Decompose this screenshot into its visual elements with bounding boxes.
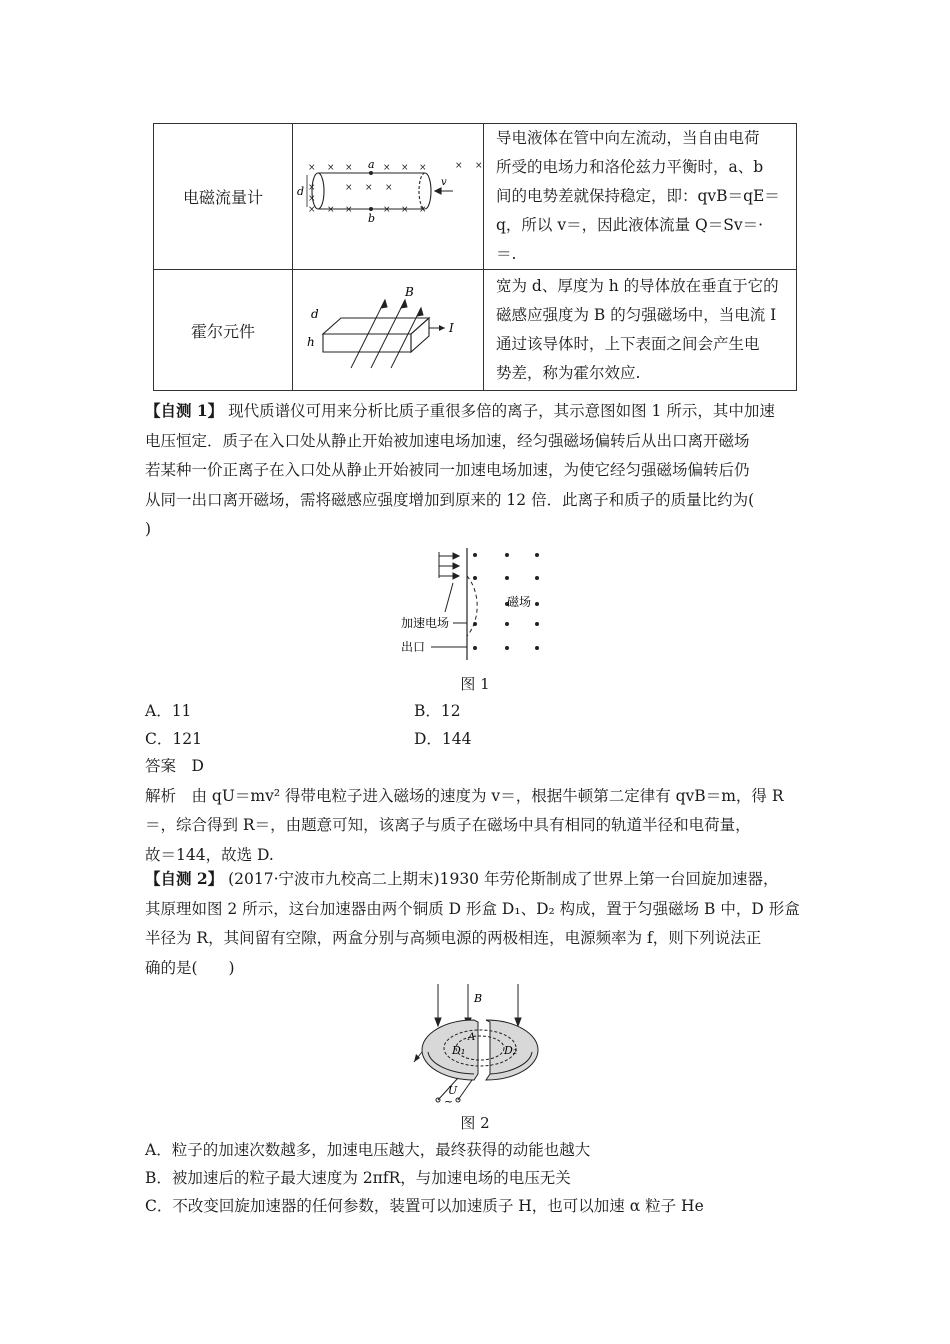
- label-D2: D₂: [504, 1044, 518, 1057]
- desc-line: 磁感应强度为 B 的匀强磁场中，当电流 I: [496, 306, 777, 324]
- desc-line: ＝.: [496, 245, 517, 263]
- answer-line: 答案 D: [145, 757, 204, 775]
- question-line: 从同一出口离开磁场，需将磁感应强度增加到原来的 12 倍．此离子和质子的质量比约为(: [145, 490, 755, 509]
- svg-text:×: ×: [475, 161, 483, 171]
- hall-element-diagram: [293, 270, 483, 386]
- row-name: 电磁流量计: [154, 124, 293, 270]
- field-crosses-top: [455, 161, 483, 171]
- question-1: [145, 396, 815, 545]
- svg-text:×: ×: [308, 205, 316, 215]
- label-field: 磁场: [507, 595, 532, 609]
- answer-block: [145, 752, 815, 870]
- svg-text:×: ×: [308, 194, 316, 204]
- field-lines: [435, 984, 521, 1026]
- analysis-line: 解析 由 qU＝mv² 得带电粒子进入磁场的速度为 v＝，根据牛顿第二定律有 qvB＝m，得 R: [145, 786, 784, 805]
- analysis-line: ＝，综合得到 R＝，由题意可知，该离子与质子在磁场中具有相同的轨道半径和电荷量，: [145, 816, 751, 834]
- option-a: A．11: [145, 702, 192, 720]
- label-d: d: [311, 307, 319, 321]
- desc-line: 宽为 d、厚度为 h 的导体放在垂直于它的: [496, 277, 779, 295]
- question-tag: 【自测 1】: [145, 401, 224, 420]
- question-tag: 【自测 2】: [145, 869, 224, 888]
- svg-text:×: ×: [345, 163, 353, 173]
- hall-figure-cell: [293, 270, 484, 391]
- accelerating-plates: [439, 552, 459, 612]
- option-c: C．121: [145, 730, 202, 748]
- flowmeter-figure-cell: [293, 124, 484, 270]
- desc-line: 间的电势差就保持稳定，即：qvB＝qE＝: [496, 187, 780, 205]
- label-b: b: [368, 212, 376, 225]
- label-U: U: [448, 1084, 458, 1097]
- desc-line: 所受的电场力和洛伦兹力平衡时，a、b: [496, 158, 764, 176]
- svg-text:×: ×: [327, 205, 335, 215]
- question-line: 确的是( ): [145, 958, 235, 977]
- svg-text:×: ×: [308, 163, 316, 173]
- label-accel: 加速电场: [401, 616, 450, 630]
- row-description: [484, 270, 797, 391]
- svg-text:×: ×: [327, 163, 335, 173]
- option-b: B．被加速后的粒子最大速度为 2πfR，与加速电场的电压无关: [145, 1169, 571, 1187]
- figure-caption: 图 1: [460, 675, 490, 693]
- svg-text:×: ×: [365, 183, 373, 193]
- figure-caption: 图 2: [460, 1114, 490, 1132]
- svg-text:×: ×: [455, 161, 463, 171]
- label-tilde: ~: [444, 1095, 454, 1106]
- option-b: B．12: [414, 702, 461, 720]
- cyclotron-diagram: [408, 982, 548, 1106]
- question-line: 电压恒定．质子在入口处从静止开始被加速电场加速，经匀强磁场偏转后从出口离开磁场: [145, 431, 750, 450]
- label-B: B: [405, 285, 414, 299]
- option-a: A．粒子的加速次数越多，加速电压越大，最终获得的动能也越大: [145, 1141, 591, 1159]
- label-I: I: [449, 321, 454, 335]
- svg-text:×: ×: [401, 163, 409, 173]
- row-name: 霍尔元件: [154, 270, 293, 391]
- question-line: 半径为 R，其间留有空隙，两盒分别与高频电源的两极相连，电源频率为 f，则下列说法正: [145, 929, 762, 947]
- svg-text:×: ×: [308, 183, 316, 193]
- label-a: a: [368, 158, 375, 171]
- row-description: [484, 124, 797, 270]
- svg-text:×: ×: [419, 163, 427, 173]
- table-row: [154, 270, 797, 391]
- label-d: d: [297, 185, 305, 198]
- question-line: 其原理如图 2 所示，这台加速器由两个铜质 D 形盒 D₁、D₂ 构成，置于匀强磁场 B 中，D 形盒: [145, 899, 800, 918]
- question-line: ): [145, 520, 152, 538]
- pipe: [312, 173, 453, 209]
- flowmeter-diagram: [293, 124, 483, 265]
- desc-line: q，所以 v＝，因此液体流量 Q＝Sv＝·: [496, 216, 764, 234]
- desc-line: 通过该导体时，上下表面之间会产生电: [496, 335, 760, 353]
- option-c: C．不改变回旋加速器的任何参数，装置可以加速质子 H，也可以加速 α 粒子 He: [145, 1197, 704, 1215]
- ion-trajectory: [467, 576, 477, 636]
- question-line: 若某种一价正离子在入口处从静止开始被同一加速电场加速，为使它经匀强磁场偏转后仍: [145, 461, 750, 479]
- label-D1: D₁: [452, 1044, 466, 1057]
- label-h: h: [307, 335, 315, 349]
- desc-line: 势差，称为霍尔效应.: [496, 364, 641, 382]
- svg-text:×: ×: [383, 205, 391, 215]
- svg-text:×: ×: [419, 205, 427, 215]
- question-line: 现代质谱仪可用来分析比质子重很多倍的离子，其示意图如图 1 所示，其中加速: [228, 402, 775, 420]
- svg-text:×: ×: [385, 183, 393, 193]
- label-A: A: [468, 1032, 476, 1043]
- svg-text:×: ×: [401, 205, 409, 215]
- svg-text:×: ×: [345, 183, 353, 193]
- question-2: [145, 864, 815, 983]
- analysis-line: 故＝144，故选 D.: [145, 845, 274, 864]
- question-line: (2017·宁波市九校高二上期末)1930 年劳伦斯制成了世界上第一台回旋加速器，: [228, 870, 779, 888]
- svg-text:×: ×: [383, 163, 391, 173]
- desc-line: 导电液体在管中向左流动，当自由电荷: [496, 129, 760, 147]
- dee-boxes: [422, 1020, 538, 1080]
- mass-spectrometer-diagram: [395, 548, 555, 664]
- label-v: v: [441, 177, 447, 188]
- option-d: D．144: [414, 730, 472, 748]
- table-row: [154, 124, 797, 270]
- label-B: B: [474, 992, 483, 1005]
- reference-table: [153, 123, 797, 391]
- label-exit: 出口: [401, 640, 426, 654]
- svg-text:×: ×: [345, 205, 353, 215]
